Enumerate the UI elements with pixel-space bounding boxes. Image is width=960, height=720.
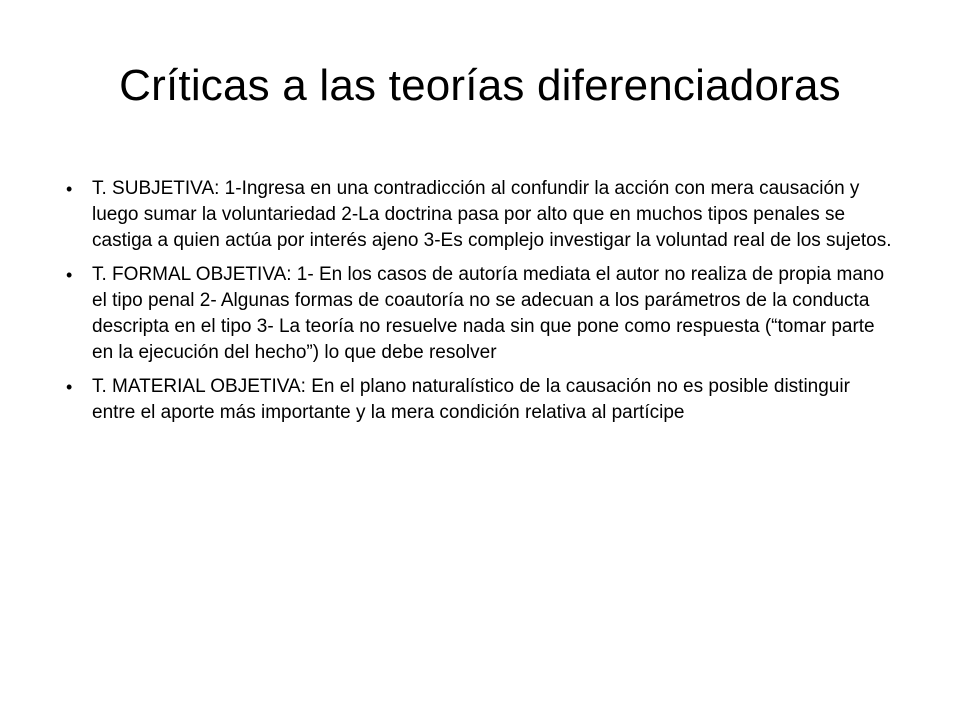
bullet-item-formal-objetiva xyxy=(66,262,896,366)
bullet-icon: • xyxy=(66,265,73,285)
bullet-icon: • xyxy=(66,377,73,397)
bullet-icon: • xyxy=(66,179,73,199)
bullet-text: T. FORMAL OBJETIVA: 1- En los casos de autoría mediata el autor no realiza de propia mano el tipo penal 2- Algunas formas de coautoría no se adecuan a los parámetros de la conducta descripta en el tipo 3- La teoría no resuelve nada sin que pone como respuesta (“tomar parte en la ejecución del hecho”) lo que debe resolver xyxy=(92,264,885,363)
bullet-list xyxy=(66,176,896,434)
bullet-text: T. SUBJETIVA: 1-Ingresa en una contradicción al confundir la acción con mera causación y luego sumar la voluntariedad 2-La doctrina pasa por alto que en muchos tipos penales se castiga a quien actúa por interés ajeno 3-Es complejo investigar la voluntad real de los sujetos. xyxy=(92,178,892,251)
bullet-text: T. MATERIAL OBJETIVA: En el plano naturalístico de la causación no es posible distinguir entre el aporte más importante y la mera condición relativa al partícipe xyxy=(92,376,850,423)
bullet-item-subjetiva xyxy=(66,176,896,254)
bullet-item-material-objetiva xyxy=(66,374,896,426)
slide-title: Críticas a las teorías diferenciadoras xyxy=(119,61,841,110)
